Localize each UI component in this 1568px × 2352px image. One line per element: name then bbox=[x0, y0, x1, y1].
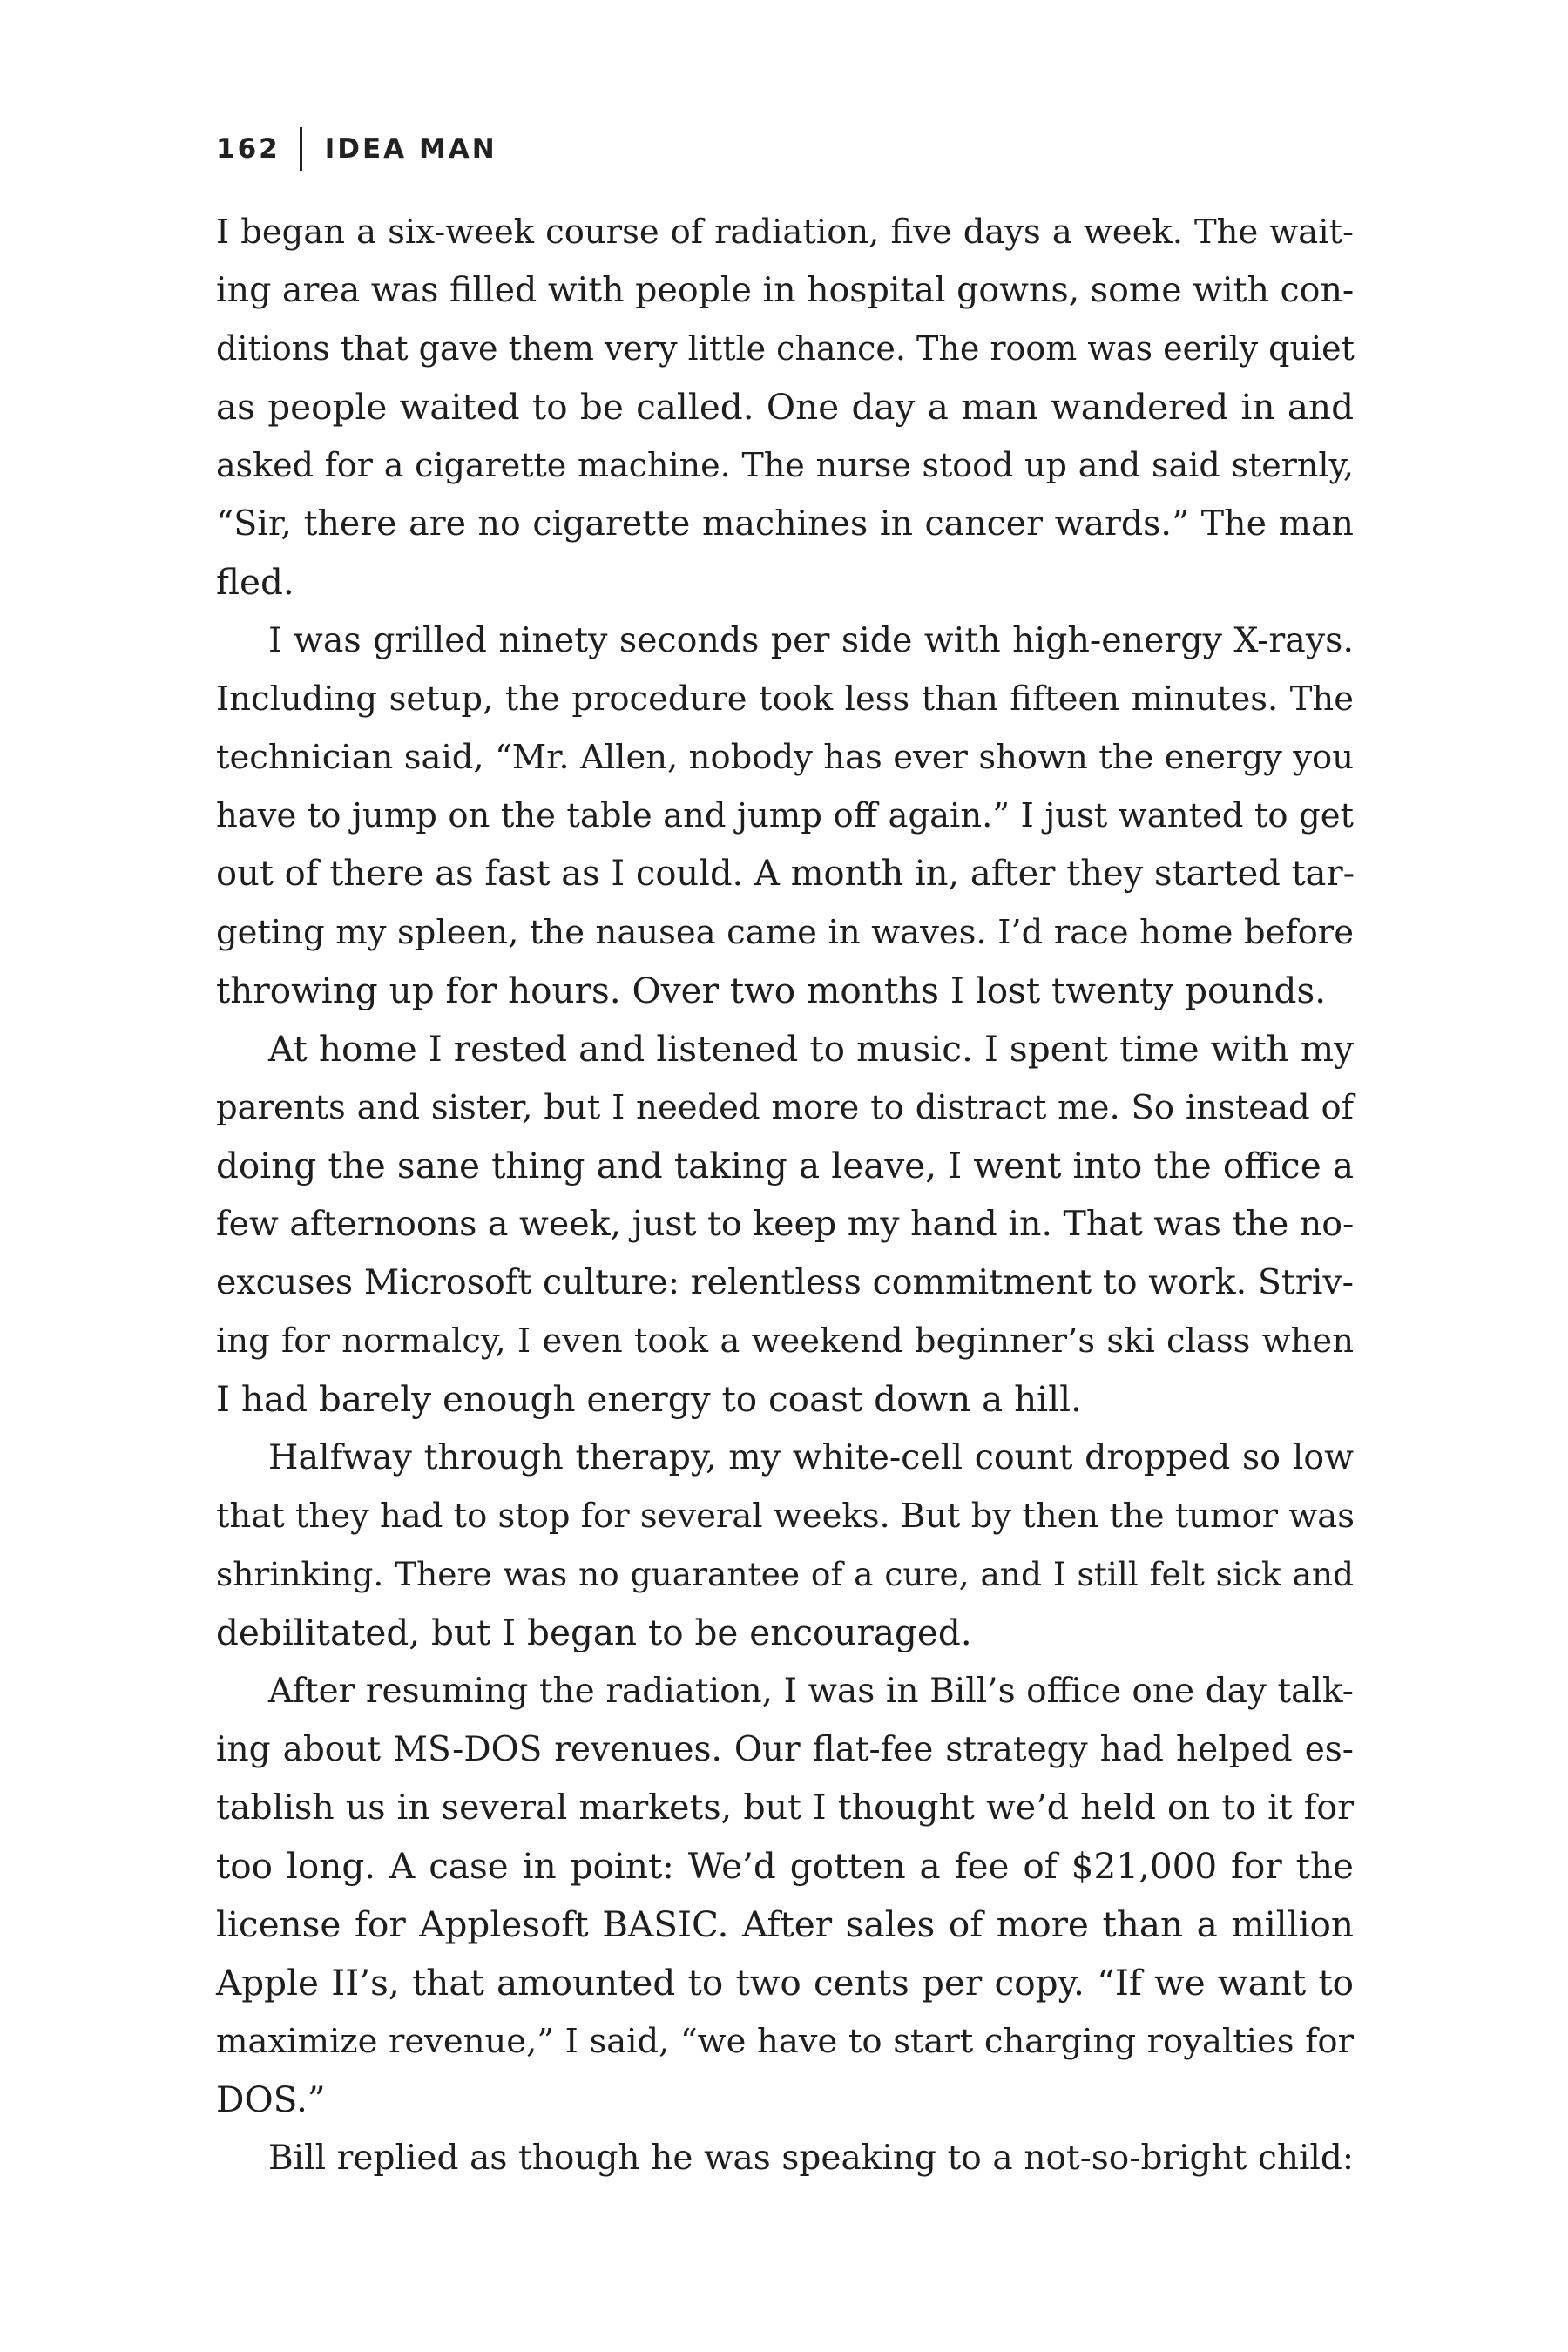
text-line: parents and sister, but I needed more to distract me. So instead of bbox=[216, 1088, 1354, 1127]
text-line: technician said, “Mr. Allen, nobody has ever shown the energy you bbox=[216, 738, 1354, 777]
text-line: ing about MS-DOS revenues. Our flat-fee strategy had helped es- bbox=[216, 1730, 1354, 1769]
text-line: ing area was filled with people in hospital gowns, some with con- bbox=[216, 270, 1355, 310]
text-line: I began a six-week course of radiation, five days a week. The wait- bbox=[216, 213, 1354, 252]
text-line: out of there as fast as I could. A month in, after they started tar- bbox=[216, 854, 1355, 894]
text-line: doing the sane thing and taking a leave, I went into the office a bbox=[216, 1145, 1354, 1186]
text-line: too long. A case in point: We’d gotten a fee of $21,000 for the bbox=[216, 1845, 1354, 1887]
text-line: I was grilled ninety seconds per side with high-energy X-rays. bbox=[268, 620, 1354, 660]
page-number: 162 bbox=[216, 133, 280, 165]
text-line: debilitated, but I began to be encouraged. bbox=[216, 1612, 972, 1653]
text-line: asked for a cigarette machine. The nurse stood up and said sternly, bbox=[216, 446, 1354, 484]
text-line: shrinking. There was no guarantee of a cure, and I still felt sick and bbox=[216, 1555, 1354, 1593]
text-line: license for Applesoft BASIC. After sales of more than a million bbox=[216, 1903, 1354, 1945]
header-divider bbox=[300, 127, 302, 171]
text-line: ing for normalcy, I even took a weekend beginner’s ski class when bbox=[216, 1321, 1354, 1361]
text-line: Including setup, the procedure took less than fifteen minutes. The bbox=[216, 679, 1354, 719]
body-text bbox=[216, 203, 1354, 2187]
text-line: After resuming the radiation, I was in Bill’s office one day talk- bbox=[268, 1672, 1354, 1711]
text-line: throwing up for hours. Over two months I lost twenty pounds. bbox=[216, 970, 1327, 1011]
text-line: ditions that gave them very little chance. The room was eerily quiet bbox=[216, 329, 1355, 368]
text-line: have to jump on the table and jump off again.” I just wanted to get bbox=[216, 796, 1354, 835]
book-title: IDEA MAN bbox=[324, 133, 497, 165]
text-line: I had barely enough energy to coast down a hill. bbox=[216, 1378, 1082, 1420]
running-head bbox=[216, 127, 497, 171]
text-line: DOS.” bbox=[216, 2078, 326, 2120]
text-line: geting my spleen, the nausea came in waves. I’d race home before bbox=[216, 913, 1354, 952]
text-line: as people waited to be called. One day a man wandered in and bbox=[216, 386, 1354, 428]
text-line: Halfway through therapy, my white-cell count dropped so low bbox=[268, 1437, 1354, 1477]
text-line: excuses Microsoft culture: relentless commitment to work. Striv- bbox=[216, 1262, 1354, 1302]
text-line: few afternoons a week, just to keep my hand in. That was the no- bbox=[216, 1204, 1355, 1244]
text-line: tablish us in several markets, but I thought we’d held on to it for bbox=[216, 1788, 1354, 1828]
text-line: that they had to stop for several weeks. But by then the tumor was bbox=[216, 1497, 1355, 1536]
text-line: “Sir, there are no cigarette machines in cancer wards.” The man bbox=[216, 504, 1354, 544]
text-line: maximize revenue,” I said, “we have to start charging royalties for bbox=[216, 2022, 1354, 2061]
text-line: At home I rested and listened to music. I spent time with my bbox=[268, 1028, 1354, 1070]
text-line: Apple II’s, that amounted to two cents per copy. “If we want to bbox=[216, 1962, 1354, 2004]
text-line: fled. bbox=[216, 561, 294, 603]
text-line: Bill replied as though he was speaking to a not-so-bright child: bbox=[268, 2139, 1354, 2178]
